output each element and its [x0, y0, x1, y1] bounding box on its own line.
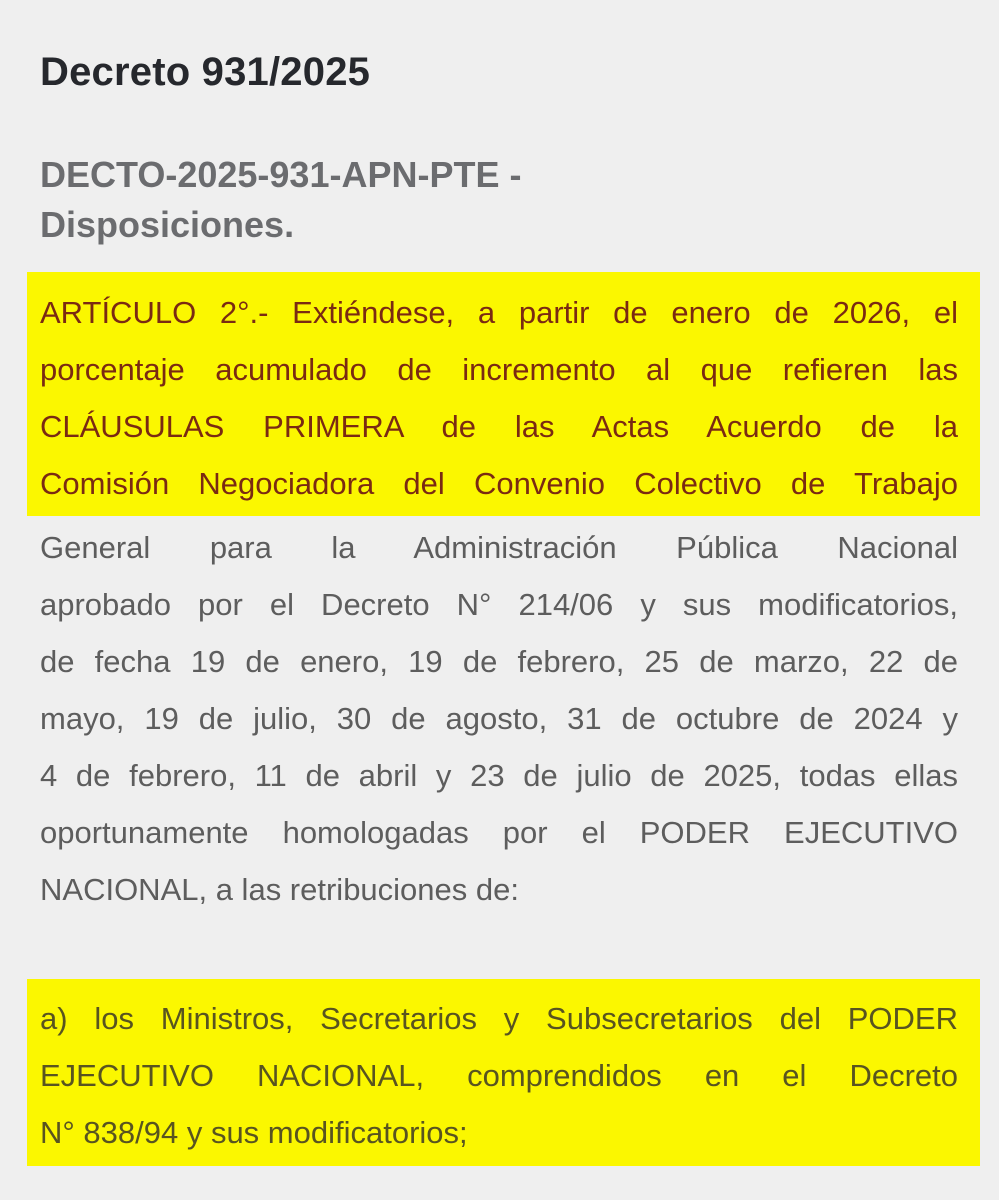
body-line: NACIONAL, a las retribuciones de: — [40, 872, 519, 907]
body-line: General para la Administración Pública Nacional — [40, 530, 958, 565]
item-a-line: N° 838/94 y sus modificatorios; — [40, 1115, 468, 1150]
body-line: aprobado por el Decreto N° 214/06 y sus modificatorios, — [40, 587, 958, 622]
item-a-line: a) los Ministros, Secretarios y Subsecretarios del PODER — [40, 1001, 958, 1036]
decree-subject: Disposiciones. — [40, 204, 295, 245]
body-line: de fecha 19 de enero, 19 de febrero, 25 de marzo, 22 de — [40, 644, 958, 679]
article-2-paragraph — [40, 284, 958, 512]
decree-title: Decreto 931/2025 — [40, 50, 371, 94]
decree-code: DECTO-2025-931-APN-PTE - — [40, 154, 522, 195]
article-line: porcentaje acumulado de incremento al que refieren las — [40, 352, 958, 387]
item-a-line: EJECUTIVO NACIONAL, comprendidos en el Decreto — [40, 1058, 958, 1093]
article-line: Comisión Negociadora del Convenio Colectivo de Trabajo — [40, 466, 958, 501]
decree-subtitle — [40, 150, 940, 250]
item-a-paragraph — [40, 990, 958, 1161]
article-2-continuation — [40, 519, 958, 918]
article-line: ARTÍCULO 2°.- Extiéndese, a partir de enero de 2026, el — [40, 295, 958, 330]
body-line: 4 de febrero, 11 de abril y 23 de julio de 2025, todas ellas — [40, 758, 958, 793]
article-line: CLÁUSULAS PRIMERA de las Actas Acuerdo de la — [40, 409, 958, 444]
body-line: mayo, 19 de julio, 30 de agosto, 31 de octubre de 2024 y — [40, 701, 958, 736]
body-line: oportunamente homologadas por el PODER EJECUTIVO — [40, 815, 958, 850]
